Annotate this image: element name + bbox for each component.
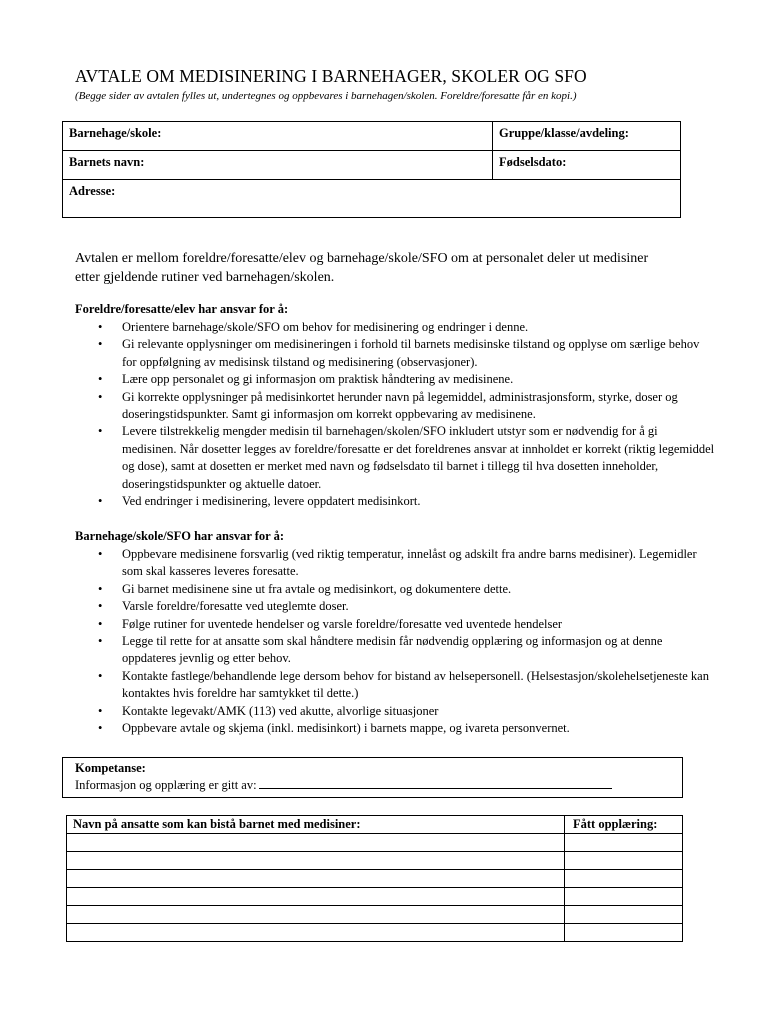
training-cell[interactable]	[565, 924, 683, 942]
staff-name-cell[interactable]	[67, 852, 565, 870]
bullet-icon: •	[98, 320, 103, 334]
table-row	[67, 870, 683, 888]
bullet-icon: •	[98, 616, 103, 631]
list-item: • Ved endringer i medisinering, levere oppdatert medisinkort.	[75, 493, 715, 510]
bullet-icon: •	[98, 424, 103, 439]
info-table	[62, 121, 681, 218]
bullet-icon: •	[98, 337, 103, 352]
training-cell[interactable]	[565, 834, 683, 852]
school-field[interactable]	[63, 122, 493, 151]
competence-line	[75, 777, 670, 794]
bullet-icon: •	[98, 547, 103, 561]
birthdate-field[interactable]	[493, 151, 681, 180]
competence-box	[62, 757, 683, 798]
bullet-icon: •	[98, 494, 103, 509]
parents-responsibility-list	[75, 319, 715, 510]
bullet-icon: •	[98, 703, 103, 718]
list-item: • Gi barnet medisinene sine ut fra avtale og medisinkort, og dokumentere dette.	[75, 581, 715, 598]
staff-table	[66, 815, 683, 942]
school-responsibility-list	[75, 546, 715, 737]
list-item: • Kontakte legevakt/AMK (113) ved akutte, alvorlige situasjoner	[75, 703, 715, 720]
document-subtitle: (Begge sider av avtalen fylles ut, undertegnes og oppbevares i barnehagen/skolen. Foreldre/foresatte får en kopi.)	[75, 90, 577, 102]
staff-name-cell[interactable]	[67, 888, 565, 906]
staff-name-column-header: Navn på ansatte som kan bistå barnet med medisiner:	[67, 816, 565, 834]
competence-label: Kompetanse:	[75, 761, 146, 775]
table-row	[67, 834, 683, 852]
list-item: • Gi relevante opplysninger om medisineringen i forhold til barnets medisinske tilstand og opplyse om særlige behov for oppfølgning av medisinsk tilstand og medisinering (observasjoner).	[98, 337, 700, 369]
bullet-icon: •	[98, 389, 103, 404]
table-row	[67, 852, 683, 870]
address-field[interactable]	[63, 180, 681, 218]
list-item: • Levere tilstrekkelig mengder medisin til barnehagen/skolen/SFO inkludert utstyr som er nødvendig for å gi medisinen. Når dosetter legges av foreldre/foresatte er det foreldrenes ansvar at innholdet er korrekt (riktig legemiddel og dose), samt at dosetten er merket med navn og fødselsdato til barnet i tillegg til hva dosetten inneholder, doseringstidspunkter og aktuelle datoer.	[98, 424, 715, 491]
document-title: AVTALE OM MEDISINERING I BARNEHAGER, SKOLER OG SFO	[75, 66, 587, 86]
school-label: Barnehage/skole:	[69, 126, 162, 140]
bullet-icon: •	[98, 634, 103, 649]
training-cell[interactable]	[565, 906, 683, 924]
staff-name-cell[interactable]	[67, 870, 565, 888]
training-cell[interactable]	[565, 888, 683, 906]
staff-name-cell[interactable]	[67, 924, 565, 942]
training-column-header: Fått opplæring:	[565, 816, 683, 834]
child-name-field[interactable]	[63, 151, 493, 180]
training-cell[interactable]	[565, 870, 683, 888]
table-row	[67, 888, 683, 906]
child-name-label: Barnets navn:	[69, 155, 145, 169]
bullet-icon: •	[98, 581, 103, 596]
intro-paragraph: Avtalen er mellom foreldre/foresatte/elev og barnehage/skole/SFO om at personalet deler ut medisiner etter gjeldende rutiner ved barnehagen/skolen.	[75, 251, 649, 285]
group-label: Gruppe/klasse/avdeling:	[499, 126, 629, 140]
address-label: Adresse:	[69, 184, 116, 198]
parents-section-heading: Foreldre/foresatte/elev har ansvar for å:	[75, 302, 289, 316]
list-item: • Oppbevare medisinene forsvarlig (ved riktig temperatur, innelåst og adskilt fra andre barns medisiner). Legemidler som skal kasseres leveres foresatte.	[98, 547, 697, 579]
school-section-heading: Barnehage/skole/SFO har ansvar for å:	[75, 529, 285, 543]
trainer-input-line[interactable]	[259, 777, 612, 789]
list-item: • Kontakte fastlege/behandlende lege dersom behov for bistand av helsepersonell. (Helsestasjon/skolehelsetjeneste kan kontaktes hvis foreldre har samtykket til dette.)	[98, 668, 709, 701]
staff-name-cell[interactable]	[67, 906, 565, 924]
list-item: • Legge til rette for at ansatte som skal håndtere medisin får nødvendig opplæring og informasjon og at denne oppdateres jevnlig og etter behov.	[98, 634, 663, 666]
group-field[interactable]	[493, 122, 681, 151]
table-row	[67, 906, 683, 924]
staff-table-header	[67, 816, 683, 834]
staff-name-cell[interactable]	[67, 834, 565, 852]
list-item: • Orientere barnehage/skole/SFO om behov for medisinering og endringer i denne.	[75, 319, 715, 336]
training-cell[interactable]	[565, 852, 683, 870]
list-item: • Lære opp personalet og gi informasjon om praktisk håndtering av medisinene.	[75, 371, 715, 388]
bullet-icon: •	[98, 721, 103, 736]
list-item: • Varsle foreldre/foresatte ved uteglemte doser.	[75, 598, 715, 615]
list-item: • Gi korrekte opplysninger på medisinkortet herunder navn på legemiddel, administrasjonsform, styrke, doser og doseringstidspunkter. Samt gi informasjon om korrekt oppbevaring av medisinene.	[98, 389, 678, 422]
birthdate-label: Fødselsdato:	[499, 155, 567, 169]
bullet-icon: •	[98, 668, 103, 683]
list-item: • Følge rutiner for uventede hendelser og varsle foreldre/foresatte ved uventede hendelser	[75, 616, 715, 633]
bullet-icon: •	[98, 599, 103, 614]
competence-text: Informasjon og opplæring er gitt av:	[75, 778, 257, 792]
bullet-icon: •	[98, 372, 103, 387]
table-row	[67, 924, 683, 942]
list-item: • Oppbevare avtale og skjema (inkl. medisinkort) i barnets mappe, og ivareta personvernet.	[75, 720, 715, 737]
